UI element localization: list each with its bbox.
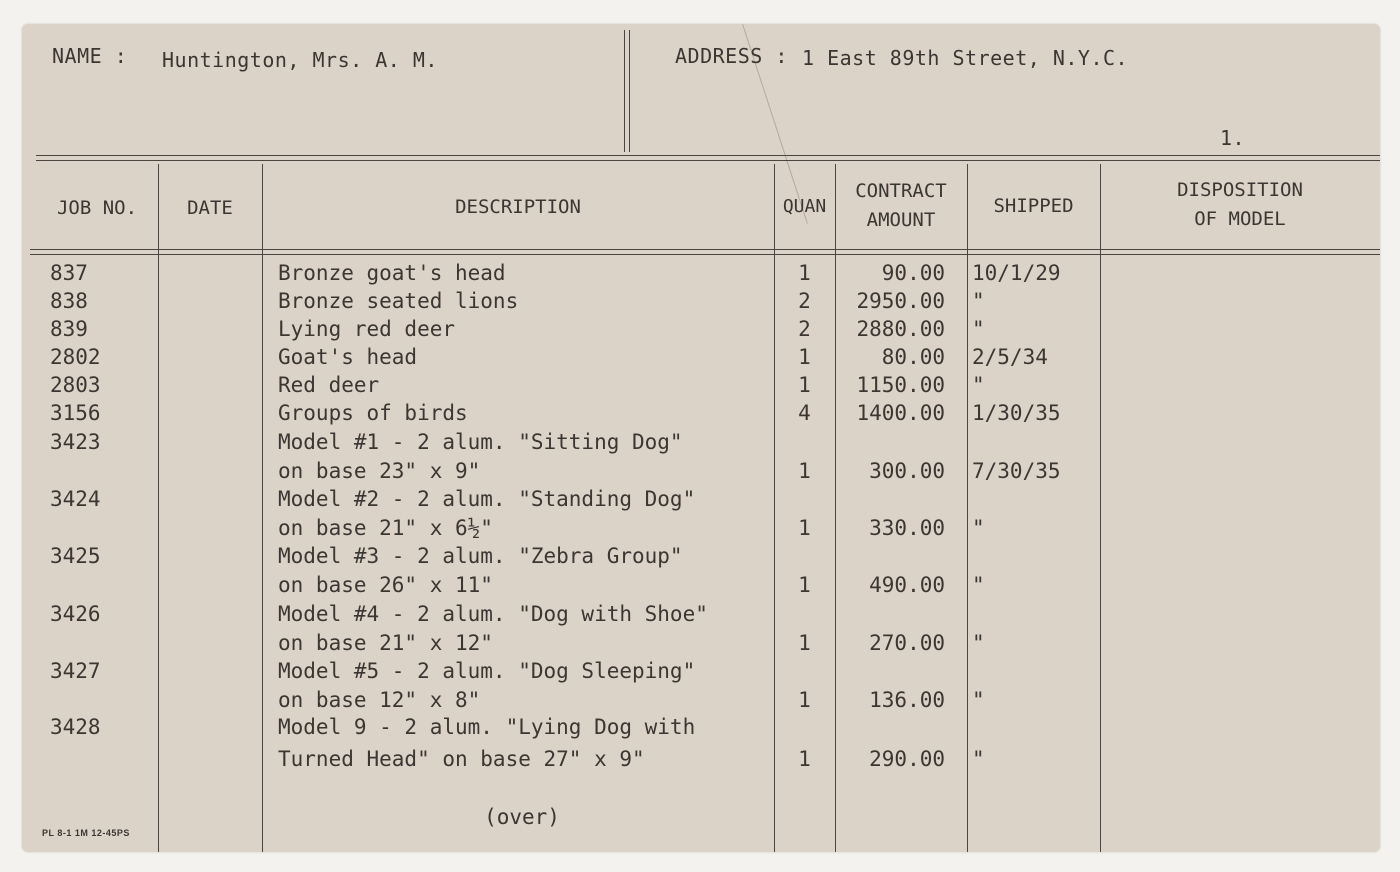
address-value: 1 East 89th Street, N.Y.C. bbox=[802, 46, 1129, 70]
job-number: 3426 bbox=[50, 602, 101, 626]
description-line-1: Model #3 - 2 alum. "Zebra Group" bbox=[278, 544, 683, 568]
address-label: ADDRESS : bbox=[675, 44, 788, 68]
contract-amount: 290.00 bbox=[869, 747, 945, 771]
contract-line-1: CONTRACT bbox=[855, 180, 947, 202]
job-number: 839 bbox=[50, 317, 88, 341]
description-line-2: on base 21" x 12" bbox=[278, 631, 493, 655]
job-number: 3424 bbox=[50, 487, 101, 511]
contract-amount: 2880.00 bbox=[856, 317, 945, 341]
shipped-date: " bbox=[972, 747, 985, 771]
description-line-1: Lying red deer bbox=[278, 317, 456, 341]
header-rule-bottom bbox=[36, 160, 1380, 161]
col-header-contract-amount bbox=[835, 177, 967, 235]
contract-amount: 80.00 bbox=[881, 345, 945, 369]
shipped-date: " bbox=[972, 317, 985, 341]
name-label: NAME : bbox=[52, 44, 128, 68]
description-line-1: Goat's head bbox=[278, 345, 418, 369]
job-number: 2802 bbox=[50, 345, 101, 369]
col-divider-job-date bbox=[158, 164, 159, 852]
print-code: PL 8-1 1M 12-45PS bbox=[42, 828, 130, 838]
job-number: 3425 bbox=[50, 544, 101, 568]
col-divider-date-desc bbox=[262, 164, 263, 852]
col-header-date: DATE bbox=[187, 197, 233, 219]
col-header-quan: QUAN bbox=[782, 196, 827, 217]
job-number: 838 bbox=[50, 289, 88, 313]
col-header-disposition bbox=[1100, 176, 1380, 234]
description-line-1: Model #4 - 2 alum. "Dog with Shoe" bbox=[278, 602, 708, 626]
quantity: 1 bbox=[798, 747, 811, 771]
description-line-1: Bronze seated lions bbox=[278, 289, 519, 313]
quantity: 1 bbox=[798, 261, 811, 285]
contract-line-2: AMOUNT bbox=[866, 209, 936, 231]
header-divider bbox=[624, 30, 625, 152]
card-number: 1. bbox=[1220, 126, 1246, 150]
contract-amount: 2950.00 bbox=[856, 289, 945, 313]
col-header-shipped: SHIPPED bbox=[993, 195, 1074, 217]
description-line-1: Model 9 - 2 alum. "Lying Dog with bbox=[278, 715, 696, 739]
job-number: 3156 bbox=[50, 401, 101, 425]
col-header-job-no: JOB NO. bbox=[56, 197, 138, 219]
description-line-2: Turned Head" on base 27" x 9" bbox=[278, 747, 645, 771]
contract-amount: 1400.00 bbox=[856, 401, 945, 425]
contract-amount: 300.00 bbox=[869, 459, 945, 483]
description-line-1: Red deer bbox=[278, 373, 380, 397]
shipped-date: " bbox=[972, 631, 985, 655]
quantity: 1 bbox=[798, 573, 811, 597]
quantity: 1 bbox=[798, 631, 811, 655]
description-line-2: on base 23" x 9" bbox=[278, 459, 481, 483]
description-line-2: on base 21" x 6½" bbox=[278, 516, 493, 540]
quantity: 1 bbox=[798, 516, 811, 540]
shipped-date: 10/1/29 bbox=[972, 261, 1061, 285]
quantity: 1 bbox=[798, 688, 811, 712]
disposition-line-2: OF MODEL bbox=[1194, 208, 1286, 230]
job-number: 3423 bbox=[50, 430, 101, 454]
shipped-date: " bbox=[972, 289, 985, 313]
job-number: 3427 bbox=[50, 659, 101, 683]
name-value: Huntington, Mrs. A. M. bbox=[162, 48, 438, 72]
contract-amount: 330.00 bbox=[869, 516, 945, 540]
description-line-1: Groups of birds bbox=[278, 401, 468, 425]
contract-amount: 270.00 bbox=[869, 631, 945, 655]
contract-amount: 90.00 bbox=[881, 261, 945, 285]
over-note: (over) bbox=[484, 805, 560, 829]
quantity: 1 bbox=[798, 373, 811, 397]
index-card bbox=[22, 24, 1380, 852]
quantity: 2 bbox=[798, 317, 811, 341]
job-number: 837 bbox=[50, 261, 88, 285]
quantity: 1 bbox=[798, 345, 811, 369]
col-divider-amount-shipped bbox=[967, 164, 968, 852]
quantity: 1 bbox=[798, 459, 811, 483]
header-divider-2 bbox=[629, 30, 630, 152]
shipped-date: " bbox=[972, 688, 985, 712]
quantity: 2 bbox=[798, 289, 811, 313]
description-line-2: on base 26" x 11" bbox=[278, 573, 493, 597]
description-line-1: Bronze goat's head bbox=[278, 261, 506, 285]
shipped-date: " bbox=[972, 373, 985, 397]
description-line-2: on base 12" x 8" bbox=[278, 688, 481, 712]
contract-amount: 1150.00 bbox=[856, 373, 945, 397]
shipped-date: 7/30/35 bbox=[972, 459, 1061, 483]
quantity: 4 bbox=[798, 401, 811, 425]
shipped-date: " bbox=[972, 573, 985, 597]
job-number: 2803 bbox=[50, 373, 101, 397]
colhead-rule-top bbox=[30, 249, 1380, 250]
contract-amount: 490.00 bbox=[869, 573, 945, 597]
shipped-date: 1/30/35 bbox=[972, 401, 1061, 425]
disposition-line-1: DISPOSITION bbox=[1177, 179, 1303, 201]
col-header-description: DESCRIPTION bbox=[455, 196, 581, 218]
description-line-1: Model #5 - 2 alum. "Dog Sleeping" bbox=[278, 659, 696, 683]
description-line-1: Model #1 - 2 alum. "Sitting Dog" bbox=[278, 430, 683, 454]
description-line-1: Model #2 - 2 alum. "Standing Dog" bbox=[278, 487, 696, 511]
colhead-rule-bottom bbox=[30, 254, 1380, 255]
header-rule-top bbox=[36, 155, 1380, 156]
job-number: 3428 bbox=[50, 715, 101, 739]
contract-amount: 136.00 bbox=[869, 688, 945, 712]
shipped-date: " bbox=[972, 516, 985, 540]
shipped-date: 2/5/34 bbox=[972, 345, 1048, 369]
col-divider-shipped-disposition bbox=[1100, 164, 1101, 852]
